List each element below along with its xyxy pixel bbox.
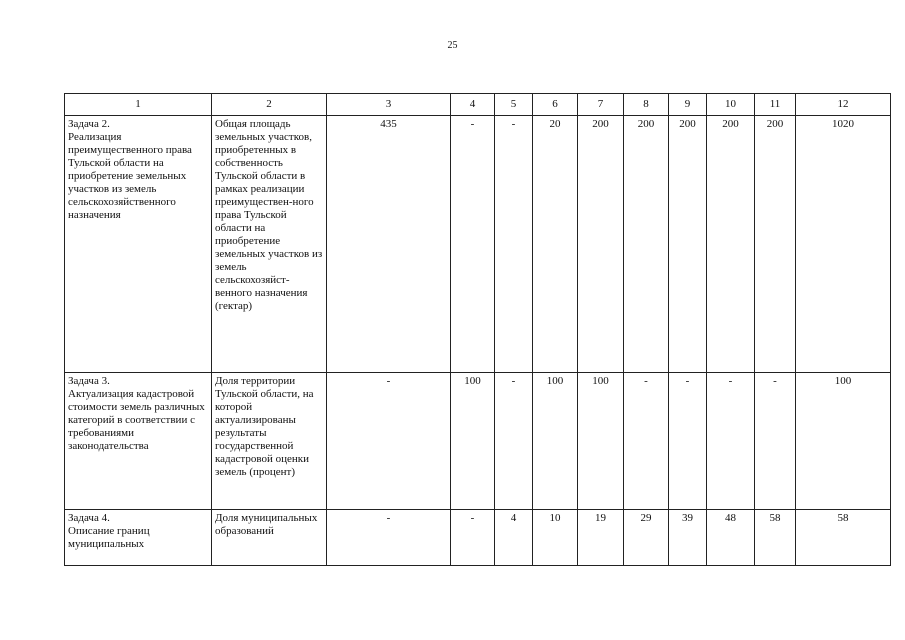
value-cell: - — [451, 116, 495, 373]
task-cell — [65, 116, 212, 373]
table-row — [65, 373, 891, 510]
table-row — [65, 116, 891, 373]
total-cell: 58 — [796, 510, 891, 566]
value-cell: 200 — [755, 116, 796, 373]
header-cell-6: 6 — [533, 94, 578, 116]
header-cell-2: 2 — [212, 94, 327, 116]
value-cell: 100 — [451, 373, 495, 510]
header-cell-12: 12 — [796, 94, 891, 116]
page-number: 25 — [447, 40, 458, 51]
total-cell: 1020 — [796, 116, 891, 373]
value-cell: - — [327, 510, 451, 566]
value-cell: 29 — [624, 510, 669, 566]
table-row — [65, 510, 891, 566]
task-cell — [65, 373, 212, 510]
header-cell-8: 8 — [624, 94, 669, 116]
task-cell — [65, 510, 212, 566]
value-cell: 19 — [578, 510, 624, 566]
header-row — [65, 94, 891, 116]
header-cell-9: 9 — [669, 94, 707, 116]
value-cell: - — [451, 510, 495, 566]
indicator-cell — [212, 373, 327, 510]
value-cell: 200 — [707, 116, 755, 373]
header-cell-5: 5 — [495, 94, 533, 116]
header-cell-10: 10 — [707, 94, 755, 116]
value-cell: 100 — [533, 373, 578, 510]
task-text: Задача 3. Актуализация кадастровой стоимости земель различных категорий в соответствии с требованиями законодательства — [68, 375, 205, 452]
value-cell: - — [495, 373, 533, 510]
task-text: Задача 2. Реализация преимущественного права Тульской области на приобретение земельных участков из земель сельскохозяйственного назначения — [68, 118, 192, 221]
indicator-text: Доля территории Тульской области, на которой актуализированы результаты государственной кадастровой оценки земель (процент) — [215, 375, 314, 478]
value-cell: 20 — [533, 116, 578, 373]
indicator-cell — [212, 116, 327, 373]
header-cell-3: 3 — [327, 94, 451, 116]
header-cell-7: 7 — [578, 94, 624, 116]
value-cell: 58 — [755, 510, 796, 566]
value-cell: - — [707, 373, 755, 510]
total-cell: 100 — [796, 373, 891, 510]
value-cell: - — [669, 373, 707, 510]
indicator-text: Общая площадь земельных участков, приобретенных в собственность Тульской области в рамках реализации преимуществен-ного права Тульской области на приобретение земельных участков из земель сельскохозяйст-венного назначения (гектар) — [215, 118, 323, 312]
value-cell: - — [327, 373, 451, 510]
value-cell: 100 — [578, 373, 624, 510]
task-text: Задача 4. Описание границ муниципальных — [68, 512, 150, 550]
header-cell-11: 11 — [755, 94, 796, 116]
value-cell: 48 — [707, 510, 755, 566]
value-cell: - — [755, 373, 796, 510]
header-cell-4: 4 — [451, 94, 495, 116]
indicator-text: Доля муниципальных образований — [215, 512, 318, 537]
indicators-table — [64, 93, 891, 566]
value-cell: 200 — [669, 116, 707, 373]
value-cell: 4 — [495, 510, 533, 566]
value-cell: - — [624, 373, 669, 510]
value-cell: 435 — [327, 116, 451, 373]
value-cell: 39 — [669, 510, 707, 566]
value-cell: - — [495, 116, 533, 373]
indicator-cell — [212, 510, 327, 566]
value-cell: 10 — [533, 510, 578, 566]
value-cell: 200 — [578, 116, 624, 373]
value-cell: 200 — [624, 116, 669, 373]
header-cell-1: 1 — [65, 94, 212, 116]
